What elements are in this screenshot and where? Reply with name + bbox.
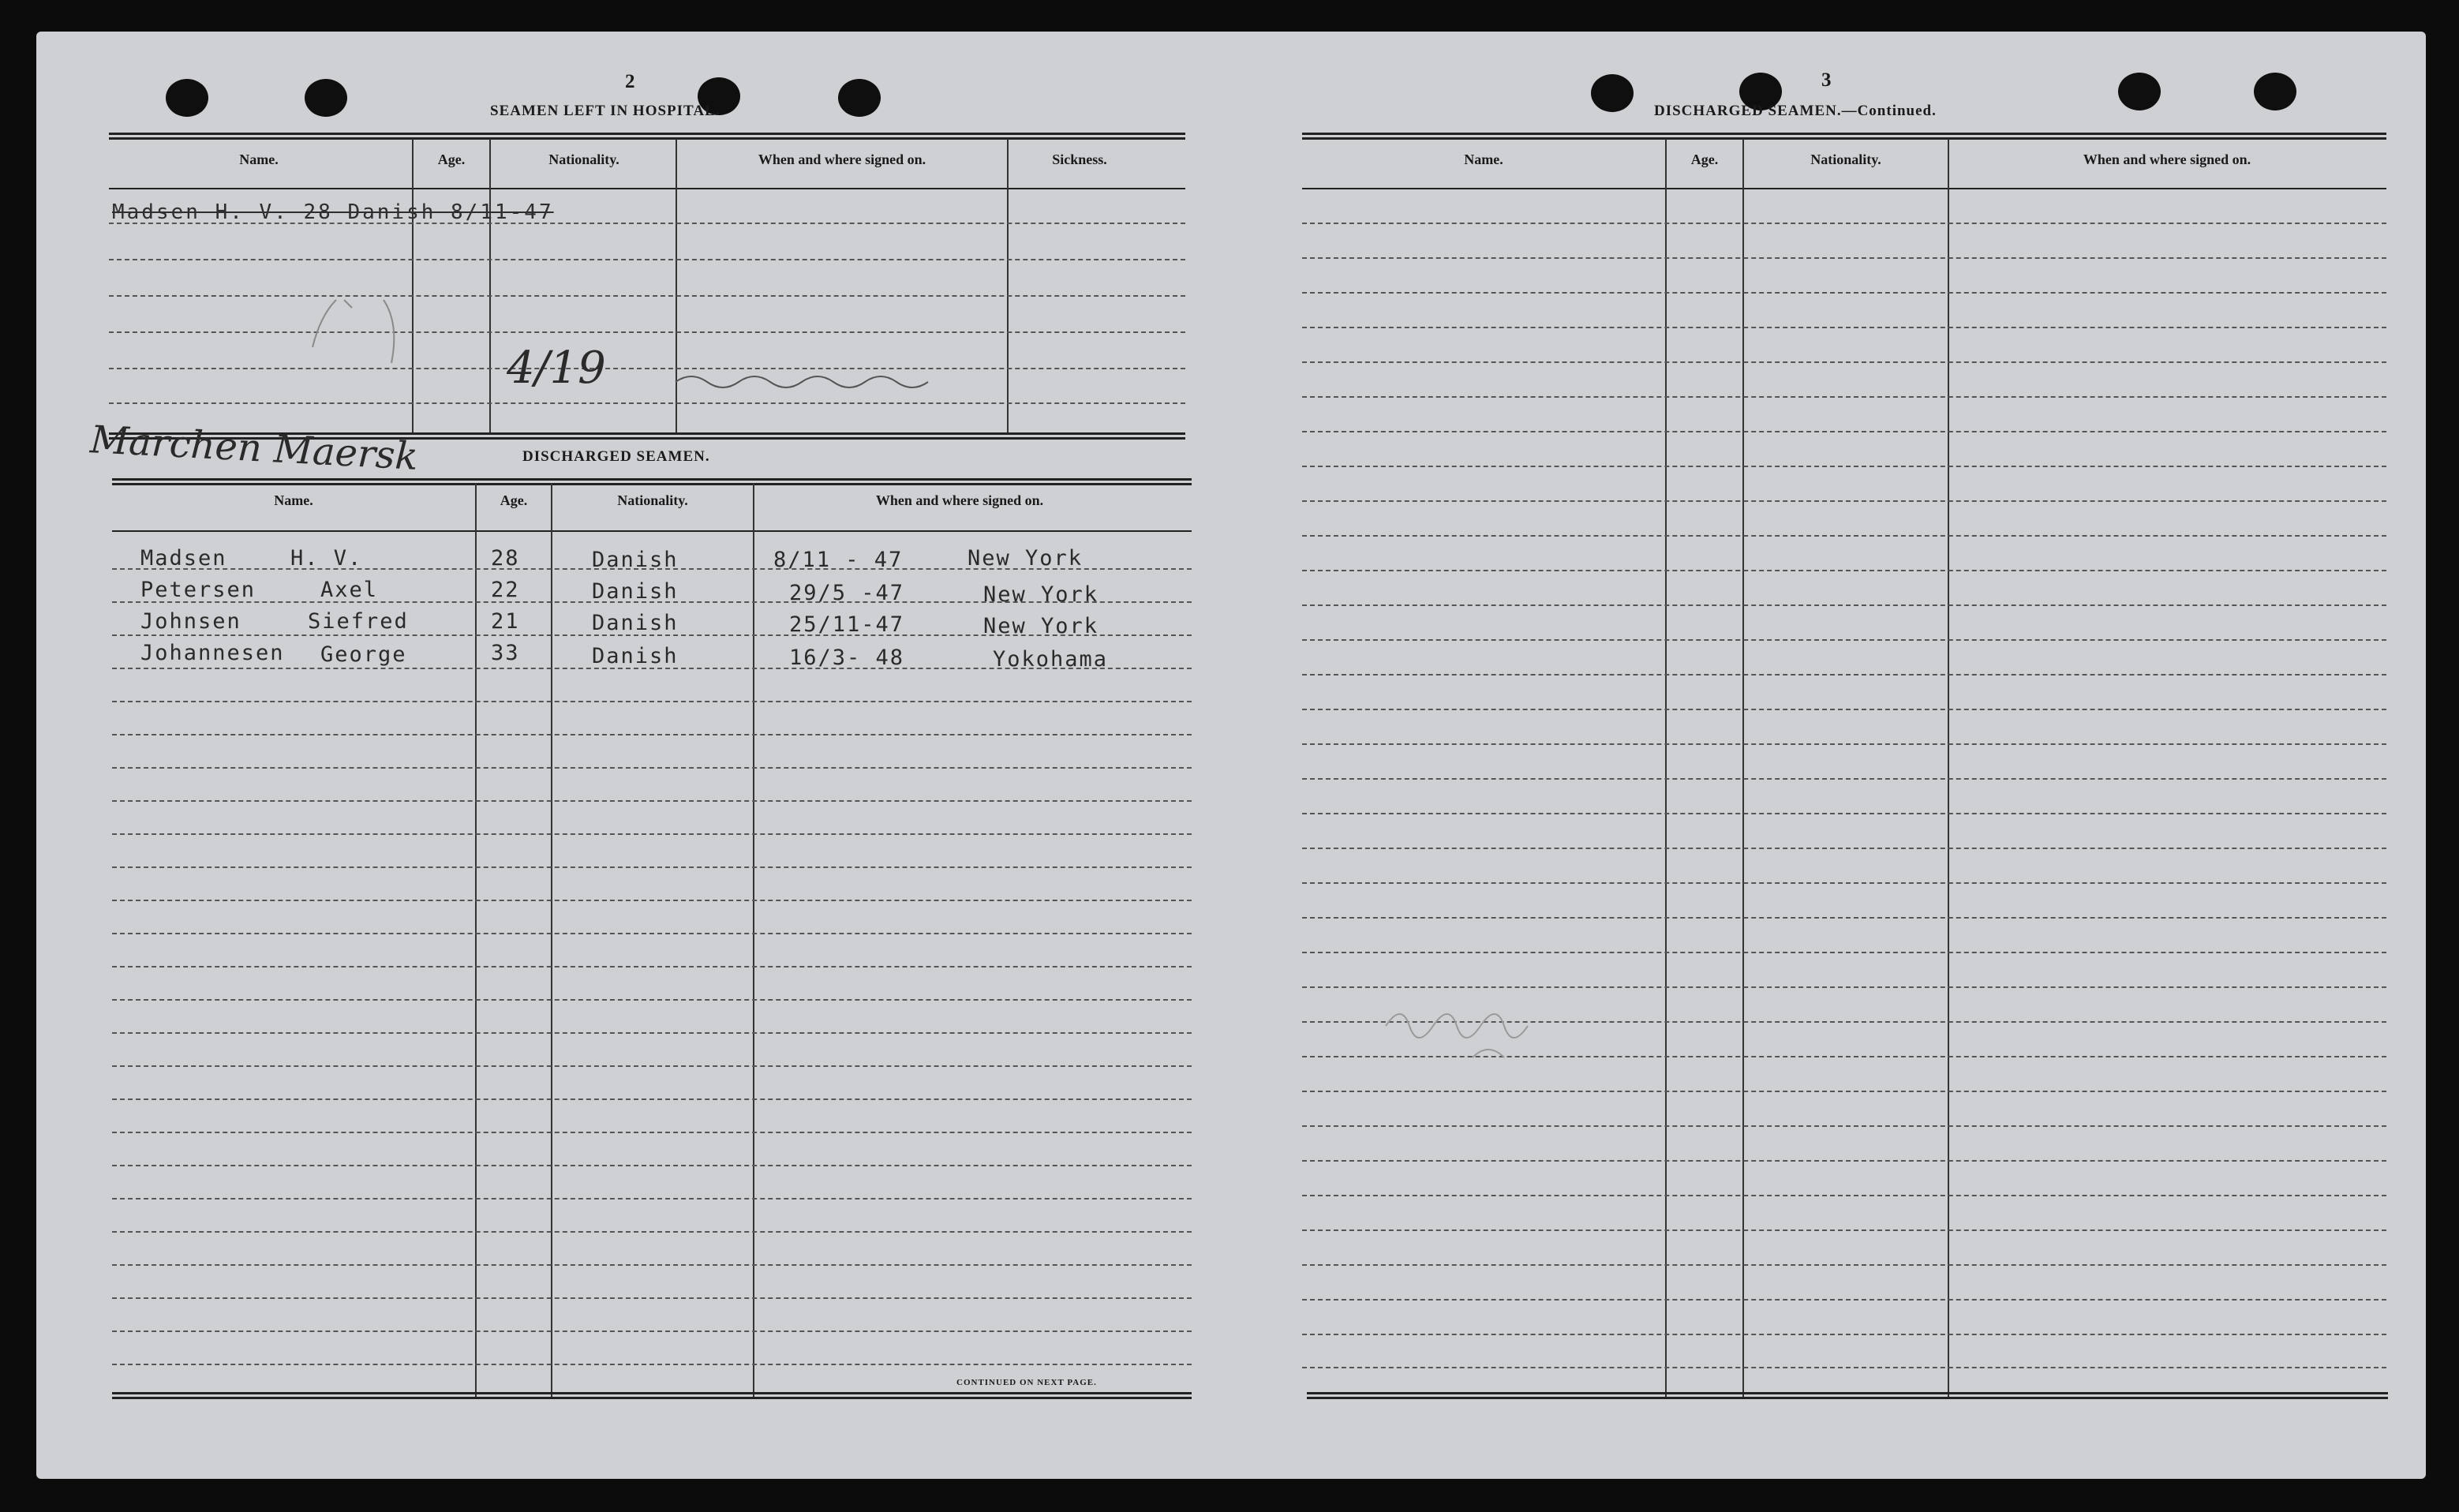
ruled-line — [1302, 500, 2386, 502]
seaman-age: 33 — [491, 641, 520, 665]
right-header-signed-on: When and where signed on. — [2083, 152, 2251, 167]
discharged-col-divider — [475, 483, 477, 1397]
ruled-line — [1302, 778, 2386, 780]
hospital-header-nationality: Nationality. — [548, 152, 619, 167]
ruled-line — [112, 734, 1192, 735]
ruled-line — [1302, 1229, 2386, 1231]
ruled-line — [1302, 917, 2386, 919]
ruled-line — [109, 295, 1185, 297]
ruled-line — [1302, 1334, 2386, 1335]
signed-on-date: 16/3- 48 — [789, 646, 905, 670]
hospital-header-rule — [109, 188, 1185, 189]
ruled-line — [1302, 639, 2386, 641]
faint-pencil-marks — [297, 253, 455, 379]
ruled-line — [112, 1032, 1192, 1034]
ruled-line — [112, 866, 1192, 868]
ruled-line — [1302, 570, 2386, 571]
ruled-line — [1302, 1160, 2386, 1162]
ruled-line — [1302, 1367, 2386, 1368]
ruled-line — [1302, 813, 2386, 814]
seaman-surname: Johannesen — [140, 641, 285, 665]
ruled-line — [1302, 1125, 2386, 1127]
discharged-bottom-rule — [112, 1392, 1192, 1399]
ruled-line — [109, 368, 1185, 369]
discharged-header-rule — [112, 530, 1192, 532]
ruled-line — [109, 259, 1185, 260]
ruled-line — [112, 1132, 1192, 1133]
ruled-line — [1302, 292, 2386, 294]
ruled-line — [112, 701, 1192, 702]
hospital-header-sickness: Sickness. — [1052, 152, 1107, 167]
signed-on-place: New York — [968, 546, 1084, 571]
hospital-header-age: Age. — [437, 152, 466, 167]
ruled-line — [112, 1264, 1192, 1266]
punch-hole — [838, 79, 881, 117]
seaman-nationality: Danish — [592, 579, 679, 604]
ruled-line — [112, 767, 1192, 769]
hospital-col-divider — [1007, 139, 1009, 434]
ruled-line — [112, 1297, 1192, 1299]
seaman-surname: Johnsen — [140, 609, 241, 634]
signed-on-place: New York — [983, 582, 1099, 607]
ruled-line — [109, 402, 1185, 404]
punch-hole — [1591, 74, 1634, 112]
seaman-given-name: H. V. — [290, 546, 363, 571]
ruled-line — [112, 900, 1192, 901]
ruled-line — [1302, 952, 2386, 953]
ruled-line — [112, 1330, 1192, 1332]
ledger-sheet — [36, 32, 2426, 1479]
right-header-rule — [1302, 188, 2386, 189]
right-header-nationality: Nationality. — [1810, 152, 1881, 167]
discharged-header-signed-on: When and where signed on. — [875, 492, 1044, 508]
hospital-header-name: Name. — [239, 152, 279, 167]
ruled-line — [1302, 535, 2386, 537]
ruled-line — [112, 999, 1192, 1001]
ruled-line — [112, 1165, 1192, 1166]
signed-on-place: New York — [983, 614, 1099, 638]
punch-hole — [305, 79, 347, 117]
punch-hole — [2118, 73, 2161, 110]
ruled-line — [1302, 848, 2386, 849]
ruled-line — [1302, 604, 2386, 606]
ruled-line — [1302, 327, 2386, 328]
right-bottom-rule — [1307, 1392, 2388, 1399]
hospital-col-divider — [489, 139, 491, 434]
right-header-name: Name. — [1464, 152, 1503, 167]
discharged-header-name: Name. — [274, 492, 313, 508]
seaman-age: 21 — [491, 609, 520, 634]
ruled-line — [112, 1198, 1192, 1199]
seaman-given-name: Axel — [320, 578, 379, 602]
ruled-line — [112, 1065, 1192, 1067]
signed-on-place: Yokohama — [993, 647, 1109, 672]
seaman-nationality: Danish — [592, 644, 679, 668]
hospital-header-signed-on: When and where signed on. — [758, 152, 926, 167]
ruled-line — [1302, 257, 2386, 259]
ruled-line — [1302, 674, 2386, 676]
seaman-given-name: Siefred — [308, 609, 409, 634]
ruled-line — [1302, 466, 2386, 467]
ruled-line — [112, 1231, 1192, 1233]
faint-bleed-through — [1378, 979, 1615, 1073]
ruled-line — [1302, 709, 2386, 710]
signed-on-date: 29/5 -47 — [789, 581, 905, 605]
ruled-line — [1302, 361, 2386, 363]
ruled-line — [112, 833, 1192, 835]
ruled-line — [112, 1364, 1192, 1365]
seaman-given-name: George — [320, 642, 407, 667]
ruled-line — [112, 966, 1192, 967]
ruled-line — [112, 1098, 1192, 1100]
hospital-section-title: SEAMEN LEFT IN HOSPITAL. — [490, 103, 720, 119]
discharged-header-age: Age. — [500, 492, 528, 508]
punch-hole — [2254, 73, 2296, 110]
seaman-surname: Madsen — [140, 546, 227, 571]
ruled-line — [1302, 431, 2386, 432]
ruled-line — [1302, 743, 2386, 745]
discharged-top-rule — [112, 478, 1192, 485]
continued-footer: CONTINUED ON NEXT PAGE. — [956, 1378, 1097, 1387]
hospital-struck-entry: Madsen H. V. 28 Danish 8/11-47 — [112, 200, 554, 224]
seaman-age: 28 — [491, 546, 520, 571]
handwritten-ship-name: Marchen Maersk — [88, 417, 420, 479]
discharged-header-nationality: Nationality. — [617, 492, 688, 508]
ruled-line — [1302, 1264, 2386, 1266]
seaman-surname: Petersen — [140, 578, 256, 602]
faint-pencil-marks — [668, 363, 983, 395]
page-number-right: 3 — [1821, 69, 1832, 91]
ruled-line — [1302, 882, 2386, 884]
signed-on-date: 8/11 - 47 — [773, 548, 904, 572]
right-top-rule — [1302, 133, 2386, 140]
discharged-section-title: DISCHARGED SEAMEN. — [522, 448, 710, 465]
handwritten-mark: 4/19 — [507, 342, 606, 394]
ruled-line — [109, 331, 1185, 333]
seaman-age: 22 — [491, 578, 520, 602]
discharged-col-divider — [551, 483, 552, 1397]
seaman-nationality: Danish — [592, 611, 679, 635]
page-number-left: 2 — [625, 71, 635, 92]
signed-on-date: 25/11-47 — [789, 612, 905, 637]
seaman-nationality: Danish — [592, 548, 679, 572]
ruled-line — [1302, 1091, 2386, 1092]
right-header-age: Age. — [1690, 152, 1719, 167]
ruled-line — [1302, 1299, 2386, 1301]
punch-hole — [166, 79, 208, 117]
ruled-line — [112, 800, 1192, 802]
ruled-line — [112, 933, 1192, 934]
hospital-top-rule — [109, 133, 1185, 140]
ruled-line — [1302, 223, 2386, 224]
continued-section-title: DISCHARGED SEAMEN.—Continued. — [1654, 103, 1937, 119]
ruled-line — [1302, 396, 2386, 398]
ruled-line — [1302, 1195, 2386, 1196]
discharged-col-divider — [753, 483, 754, 1397]
